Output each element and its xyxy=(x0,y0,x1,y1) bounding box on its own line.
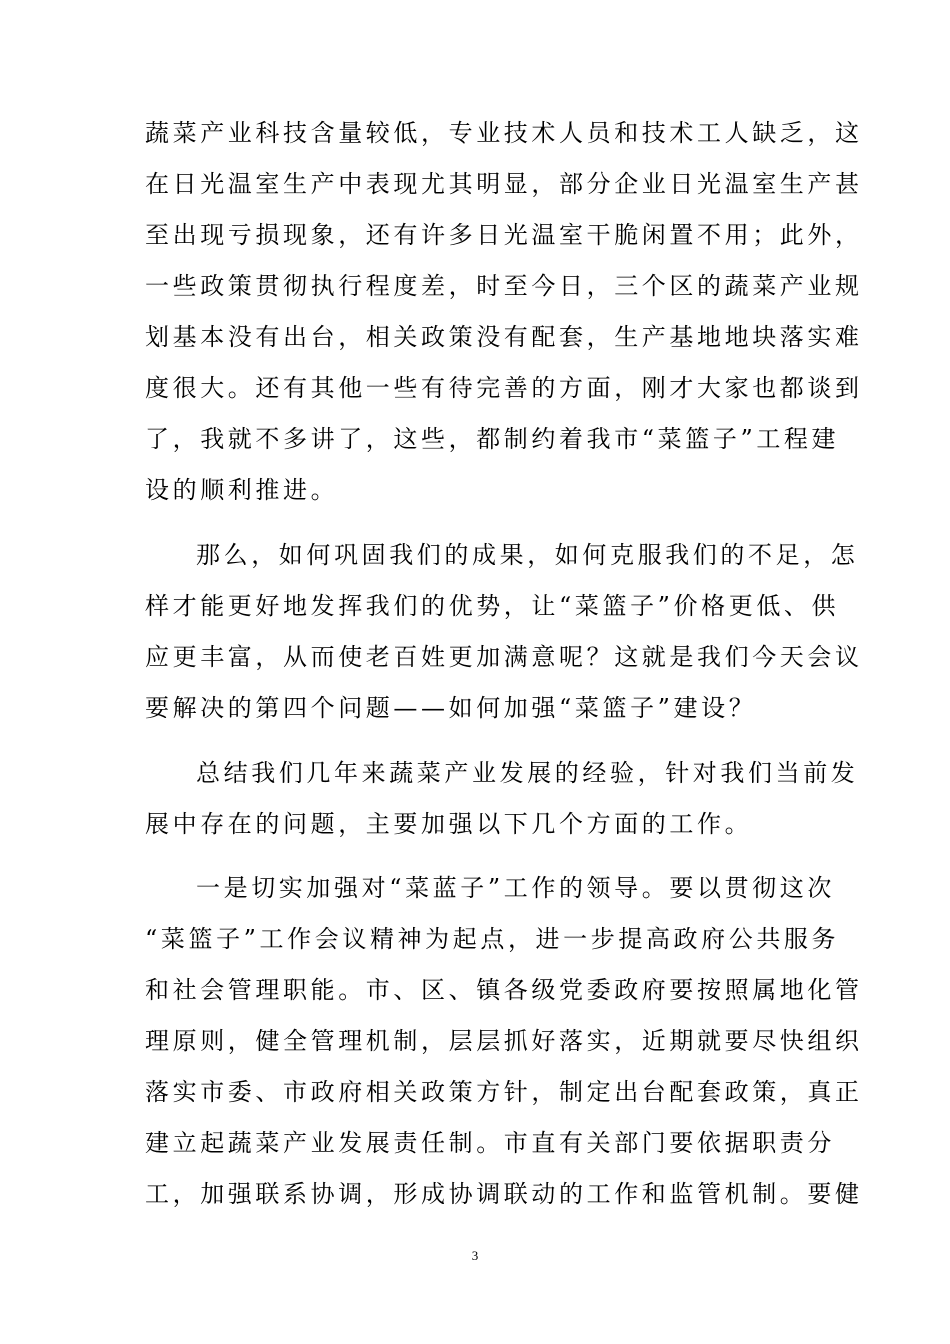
text-line: 总结我们几年来蔬菜产业发展的经验，针对我们当前发 xyxy=(196,759,859,787)
page-number: 3 xyxy=(471,1248,479,1263)
text-line: 样才能更好地发挥我们的优势，让“菜篮子”价格更低、供 xyxy=(145,592,840,620)
text-line: 那么，如何巩固我们的成果，如何克服我们的不足，怎 xyxy=(196,541,859,569)
text-line: 在日光温室生产中表现尤其明显，部分企业日光温室生产甚 xyxy=(145,170,863,198)
text-line: “菜篮子”工作会议精神为起点，进一步提高政府公共服务 xyxy=(145,925,840,953)
text-line: 建立起蔬菜产业发展责任制。市直有关部门要依据职责分 xyxy=(145,1129,835,1157)
text-line: 一是切实加强对“菜蓝子”工作的领导。要以贯彻这次 xyxy=(196,874,835,902)
text-line: 展中存在的问题，主要加强以下几个方面的工作。 xyxy=(145,810,753,838)
text-line: 至出现亏损现象，还有许多日光温室干脆闲置不用；此外， xyxy=(145,221,863,249)
text-line: 蔬菜产业科技含量较低，专业技术人员和技术工人缺乏，这 xyxy=(145,119,863,147)
text-line: 工，加强联系协调，形成协调联动的工作和监管机制。要健 xyxy=(145,1180,863,1208)
text-line: 设的顺利推进。 xyxy=(145,476,339,504)
text-line: 落实市委、市政府相关政策方针，制定出台配套政策，真正 xyxy=(145,1078,863,1106)
text-line: 要解决的第四个问题——如何加强“菜篮子”建设？ xyxy=(145,694,757,722)
text-line: 和社会管理职能。市、区、镇各级党委政府要按照属地化管 xyxy=(145,976,863,1004)
text-line: 划基本没有出台，相关政策没有配套，生产基地地块落实难 xyxy=(145,323,863,351)
text-line: 了，我就不多讲了，这些，都制约着我市“菜篮子”工程建 xyxy=(145,425,840,453)
text-line: 一些政策贯彻执行程度差，时至今日，三个区的蔬菜产业规 xyxy=(145,272,863,300)
text-line: 理原则，健全管理机制，层层抓好落实，近期就要尽快组织 xyxy=(145,1027,863,1055)
text-line: 度很大。还有其他一些有待完善的方面，刚才大家也都谈到 xyxy=(145,374,863,402)
text-line: 应更丰富，从而使老百姓更加满意呢？这就是我们今天会议 xyxy=(145,643,863,671)
